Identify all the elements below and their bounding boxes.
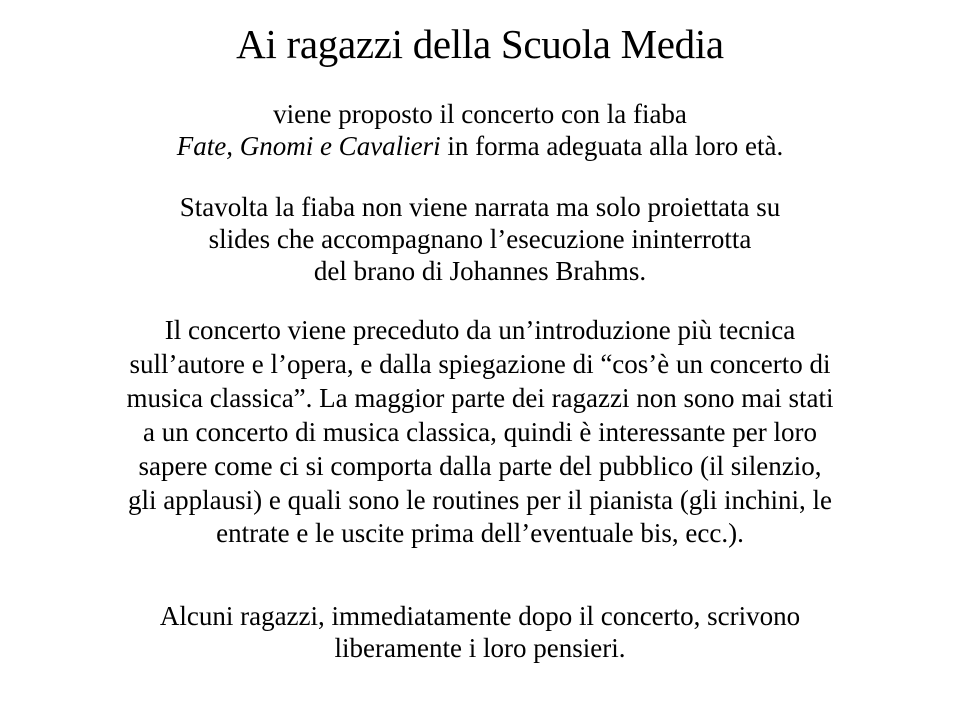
text-line: entrate e le uscite prima dell’eventuale bis, ecc.). xyxy=(216,518,744,549)
text-line: Il concerto viene preceduto da un’introduzione più tecnica xyxy=(164,315,796,345)
text-fragment: in forma adeguata alla loro età. xyxy=(440,131,784,161)
paragraph-thoughts xyxy=(0,600,960,664)
text-line: liberamente i loro pensieri. xyxy=(334,633,626,663)
fairy-tale-title: Fate, Gnomi e Cavalieri xyxy=(176,131,441,161)
text-line: sapere come ci si comporta dalla parte del pubblico (il silenzio, xyxy=(138,450,822,481)
text-line: viene proposto il concerto con la fiaba xyxy=(273,99,687,129)
text-line: slides che accompagnano l’esecuzione ininterrotta xyxy=(208,224,752,254)
text-line: a un concerto di musica classica, quindi è interessante per loro xyxy=(142,416,817,447)
text-line: del brano di Johannes Brahms. xyxy=(313,256,647,286)
paragraph-introduction xyxy=(0,314,960,551)
paragraph-concert-proposal xyxy=(0,98,960,162)
text-line: musica classica”. La maggior parte dei ragazzi non sono mai stati xyxy=(126,382,834,413)
text-line: sull’autore e l’opera, e dalla spiegazione di “cos’è un concerto di xyxy=(129,348,831,379)
slide-title: Ai ragazzi della Scuola Media xyxy=(236,21,724,67)
text-line: Alcuni ragazzi, immediatamente dopo il concerto, scrivono xyxy=(159,601,801,631)
text-line: Stavolta la fiaba non viene narrata ma solo proiettata su xyxy=(179,192,781,222)
text-line xyxy=(0,130,960,162)
paragraph-slides-projection xyxy=(0,191,960,287)
text-line: gli applausi) e quali sono le routines per il pianista (gli inchini, le xyxy=(127,484,833,515)
